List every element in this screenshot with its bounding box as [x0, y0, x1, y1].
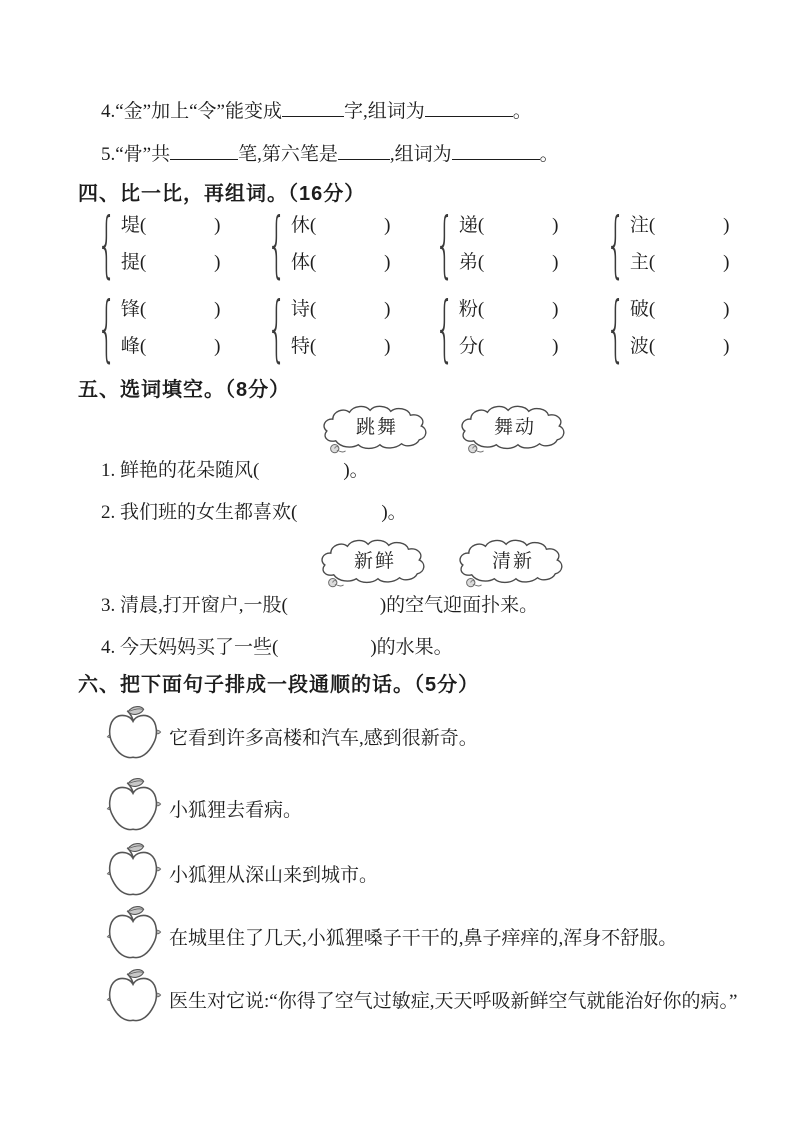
- paren: ): [214, 336, 221, 357]
- paren: ): [552, 215, 559, 236]
- word-bank-row-1: [320, 403, 572, 455]
- paren: ): [723, 252, 730, 273]
- sentence-text: )的水果。: [370, 637, 453, 658]
- pair-character: 粉: [458, 299, 478, 320]
- apple-icon: [103, 775, 165, 835]
- pair-character: 主: [629, 252, 649, 273]
- sequence-sentence: 小狐狸从深山来到城市。: [169, 865, 379, 886]
- sentence-text: 3. 清晨,打开窗户,一股(: [101, 595, 288, 616]
- paren: ): [214, 215, 221, 236]
- fill-sentence-2: [101, 501, 407, 525]
- cloud-word: 跳舞: [355, 416, 398, 438]
- cloud-word: 舞动: [493, 416, 536, 438]
- paren: (: [477, 336, 485, 357]
- question-text-segment: 字,组词为: [343, 100, 425, 122]
- pair-character: 破: [629, 299, 649, 320]
- paren: (: [477, 215, 485, 236]
- question-text-segment: 。: [539, 143, 559, 165]
- word-pair: [435, 202, 606, 286]
- answer-blank: [170, 139, 238, 160]
- paren: ): [552, 252, 559, 273]
- pair-character: 堤: [120, 215, 140, 236]
- section-6-heading: 六、把下面句子排成一段通顺的话。（5分）: [78, 674, 480, 696]
- pair-character: 峰: [120, 336, 140, 357]
- paren: (: [648, 299, 656, 320]
- fill-sentence-4: [101, 636, 453, 660]
- word-bank-row-2: [318, 537, 570, 589]
- word-pair: [97, 286, 267, 370]
- question-text-segment: 4.“金”加上“令”能变成: [101, 100, 282, 122]
- sequence-sentence: 医生对它说:“你得了空气过敏症,天天呼吸新鲜空气就能治好你的病。”: [169, 991, 738, 1012]
- pair-character: 波: [629, 336, 649, 357]
- pair-character: 弟: [458, 252, 478, 273]
- paren: (: [477, 252, 485, 273]
- pair-character: 分: [458, 336, 478, 357]
- question-text-segment: 5.“骨”共: [101, 143, 171, 165]
- sentence-text: 4. 今天妈妈买了一些(: [101, 637, 279, 658]
- question-text-segment: ,组词为: [389, 143, 452, 165]
- paren: ): [214, 252, 221, 273]
- pair-character: 体: [290, 252, 310, 273]
- answer-blank: [425, 96, 513, 117]
- word-pair: [435, 286, 606, 370]
- paren: ): [214, 299, 221, 320]
- paren: (: [477, 299, 485, 320]
- pair-character: 诗: [290, 299, 310, 320]
- sequence-item: [103, 966, 737, 1026]
- sequence-item: [103, 775, 302, 835]
- paren: (: [309, 336, 317, 357]
- answer-blank: [282, 96, 344, 117]
- paren: ): [723, 299, 730, 320]
- section-5-heading: 五、选词填空。（8分）: [78, 379, 291, 401]
- section-4-heading: 四、比一比，再组词。（16分）: [78, 183, 366, 205]
- brace-icon: {: [97, 286, 117, 370]
- paren: ): [384, 299, 391, 320]
- paren: (: [309, 252, 317, 273]
- paren: (: [648, 336, 656, 357]
- question-text-segment: 。: [512, 100, 532, 122]
- apple-icon: [103, 840, 165, 900]
- apple-icon: [103, 966, 165, 1026]
- paren: ): [723, 215, 730, 236]
- pair-character: 锋: [120, 299, 140, 320]
- question-5: [101, 139, 559, 167]
- word-cloud: [456, 537, 570, 589]
- sequence-sentence: 小狐狸去看病。: [169, 800, 303, 821]
- sequence-sentence: 在城里住了几天,小狐狸嗓子干干的,鼻子痒痒的,浑身不舒服。: [169, 928, 678, 949]
- cloud-word: 新鲜: [353, 550, 396, 572]
- word-pair: [97, 202, 267, 286]
- paren: (: [139, 252, 147, 273]
- brace-icon: {: [267, 286, 287, 370]
- paren: (: [139, 215, 147, 236]
- apple-icon: [103, 703, 165, 763]
- paren: (: [309, 299, 317, 320]
- sequence-item: [103, 840, 378, 900]
- brace-icon: {: [435, 202, 455, 286]
- paren: ): [384, 252, 391, 273]
- brace-icon: {: [97, 202, 117, 286]
- word-pair: [606, 202, 756, 286]
- apple-icon: [103, 903, 165, 963]
- answer-blank: [452, 139, 540, 160]
- sentence-text: )。: [381, 502, 407, 523]
- sequence-item: [103, 903, 677, 963]
- paren: (: [139, 336, 147, 357]
- paren: ): [723, 336, 730, 357]
- word-cloud: [320, 403, 434, 455]
- pair-character: 休: [290, 215, 310, 236]
- sentence-text: 1. 鲜艳的花朵随风(: [101, 460, 260, 481]
- paren: ): [552, 299, 559, 320]
- cloud-word: 清新: [491, 550, 534, 572]
- word-cloud: [458, 403, 572, 455]
- word-pair: [267, 202, 435, 286]
- paren: (: [648, 252, 656, 273]
- word-pair-grid: [97, 202, 756, 370]
- sequence-sentence: 它看到许多高楼和汽车,感到很新奇。: [169, 728, 478, 749]
- brace-icon: {: [435, 286, 455, 370]
- sequence-item: [103, 703, 478, 763]
- paren: ): [384, 336, 391, 357]
- paren: ): [384, 215, 391, 236]
- word-cloud: [318, 537, 432, 589]
- pair-character: 特: [290, 336, 310, 357]
- brace-icon: {: [606, 286, 626, 370]
- sentence-text: )的空气迎面扑来。: [379, 595, 539, 616]
- question-text-segment: 笔,第六笔是: [238, 143, 338, 165]
- pair-character: 注: [629, 215, 649, 236]
- word-pair: [606, 286, 756, 370]
- paren: ): [552, 336, 559, 357]
- sentence-text: 2. 我们班的女生都喜欢(: [101, 502, 298, 523]
- paren: (: [648, 215, 656, 236]
- sentence-text: )。: [343, 460, 369, 481]
- paren: (: [309, 215, 317, 236]
- pair-character: 提: [120, 252, 140, 273]
- pair-character: 递: [458, 215, 478, 236]
- brace-icon: {: [606, 202, 626, 286]
- brace-icon: {: [267, 202, 287, 286]
- fill-sentence-1: [101, 459, 369, 483]
- answer-blank: [338, 139, 390, 160]
- word-pair: [267, 286, 435, 370]
- question-4: [101, 96, 532, 124]
- fill-sentence-3: [101, 594, 538, 618]
- paren: (: [139, 299, 147, 320]
